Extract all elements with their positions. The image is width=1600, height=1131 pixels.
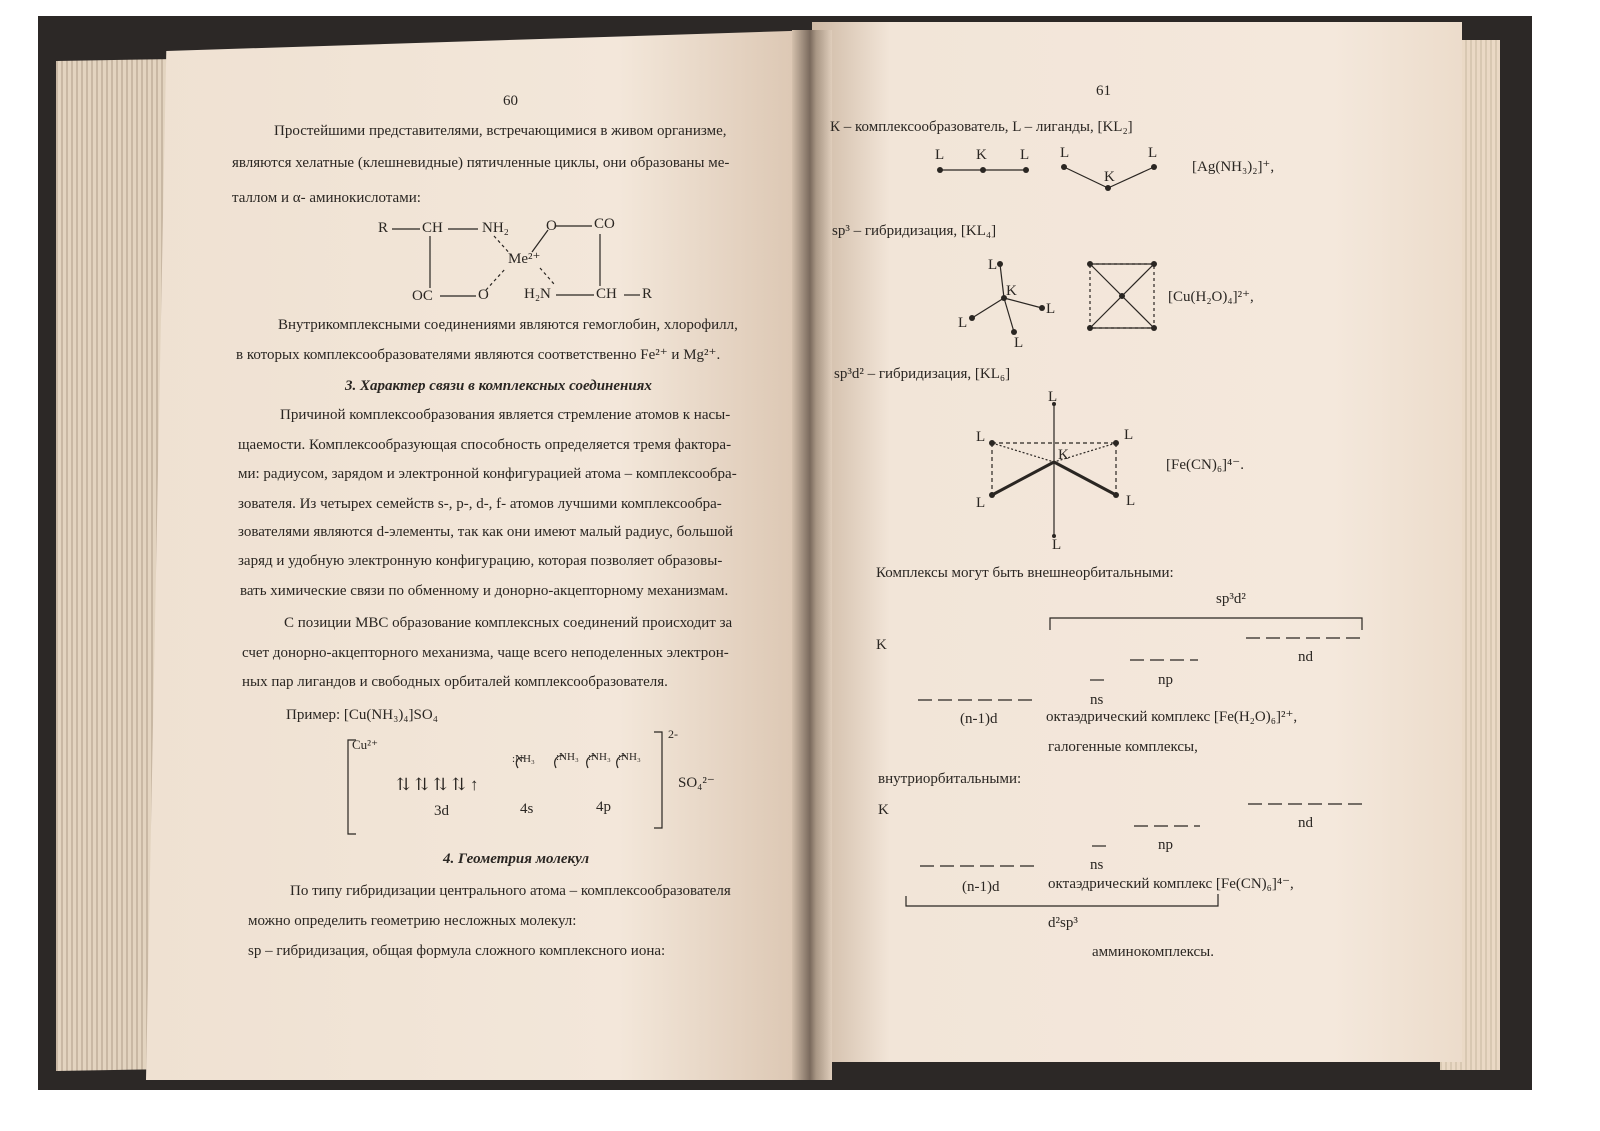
subshell-label: 4p — [596, 799, 611, 815]
tetrahedral-diagram — [972, 264, 1154, 332]
paragraph-line: Внутрикомплексными соединениями являются гемоглобин, хлорофилл, — [278, 317, 738, 333]
paragraph-line: являются хелатные (клешневидные) пятичленные циклы, они образованы ме- — [232, 155, 730, 171]
example-formula: Пример: [Cu(NH₃)₄]SO₄ — [286, 707, 438, 723]
ligand-label: :NH₃ — [556, 751, 579, 763]
ligand-label: :NH₃ — [618, 751, 641, 763]
hybridization-label: sp³d² – гибридизация, [KL₆] — [834, 366, 1011, 382]
subshell-label: 3d — [434, 803, 449, 819]
chelate-label: R — [642, 286, 653, 302]
paragraph-line: счет донорно-акцепторного механизма, чаще всего неподеленных электрон- — [242, 645, 729, 661]
outer-orbital-diagram — [918, 618, 1362, 700]
orbital-label: nd — [1298, 649, 1313, 665]
subshell-label: 4s — [520, 801, 534, 817]
ligand-label: L — [976, 495, 986, 511]
complex-formula-ag: [Ag(NH₃)₂]⁺, — [1192, 159, 1275, 175]
complex-description: амминокомплексы. — [1092, 944, 1214, 960]
k-label: K — [876, 637, 887, 653]
hyb-label: d²sp³ — [1048, 915, 1078, 931]
chelate-label: NH₂ — [482, 220, 509, 236]
ligand-label: L — [1014, 335, 1024, 351]
inner-orbital-diagram — [906, 804, 1364, 906]
diagram-dots — [937, 164, 1157, 538]
central-atom-label: K — [1104, 169, 1115, 185]
paragraph-line: заряд и удобную электронную конфигурацию, которая позволяет образовы- — [238, 553, 723, 569]
section-heading: 3. Характер связи в комплексных соединениях — [345, 378, 652, 394]
ligand-label: L — [935, 147, 945, 163]
linear-diagram — [940, 167, 1154, 188]
paragraph-line: ных пар лигандов и свободных орбиталей комплексообразователя. — [242, 674, 668, 690]
k-label: K — [878, 802, 889, 818]
chelate-label: Me²⁺ — [508, 251, 541, 267]
paragraph-line: можно определить геометрию несложных молекул: — [248, 913, 577, 929]
page-number-left: 60 — [503, 93, 518, 109]
hyb-label: sp³d² — [1216, 591, 1246, 607]
paragraph-line: внутриорбитальными: — [878, 771, 1022, 787]
chelate-label: CH — [422, 220, 443, 236]
paragraph-line: вать химические связи по обменному и донорно-акцепторному механизмам. — [240, 583, 729, 599]
section-heading: 4. Геометрия молекул — [443, 851, 590, 867]
complex-description: галогенные комплексы, — [1048, 739, 1198, 755]
electron-arrows: ⇅ ⇅ ⇅ ⇅ ↑ — [396, 775, 479, 794]
ligand-label: L — [1126, 493, 1136, 509]
orbital-label: (n-1)d — [960, 711, 998, 727]
ligand-label: L — [958, 315, 968, 331]
complex-formula-cu: [Cu(H₂O)₄]²⁺, — [1168, 289, 1254, 305]
paragraph-line: Причиной комплексообразования является стремление атомов к насы- — [280, 407, 731, 423]
chelate-label: O — [546, 218, 557, 234]
paragraph-line: зователя. Из четырех семейств s-, p-, d-, f- атомов лучшими комплексообра- — [238, 496, 722, 512]
paragraph-line: Простейшими представителями, встречающимися в живом организме, — [274, 123, 727, 139]
ligand-label: L — [1060, 145, 1070, 161]
ligand-label: L — [988, 257, 998, 273]
ligand-label: L — [976, 429, 986, 445]
paragraph-line: ми: радиусом, зарядом и электронной конфигурацией атома – комплексообра- — [238, 466, 737, 482]
orbital-label: np — [1158, 837, 1173, 853]
orbital-label: np — [1158, 672, 1173, 688]
paragraph-line: щаемости. Комплексообразующая способность определяется тремя фактора- — [238, 437, 732, 453]
ligand-label: :NH₃ — [588, 751, 611, 763]
central-atom-label: K — [1006, 283, 1017, 299]
orbital-label: ns — [1090, 857, 1104, 873]
hybridization-label: sp³ – гибридизация, [KL₄] — [832, 223, 997, 239]
paragraph-line: С позиции МВС образование комплексных соединений происходит за — [284, 615, 733, 631]
orbital-label: (n-1)d — [962, 879, 1000, 895]
paragraph-line: зователями являются d-элементы, так как они имеют малый радиус, большой — [238, 524, 734, 540]
ligand-label: :NH₃ — [512, 753, 535, 765]
paragraph-line: По типу гибридизации центрального атома – комплексообразователя — [290, 883, 731, 899]
central-atom-label: K — [976, 147, 987, 163]
complex-formula-fe: [Fe(CN)₆]⁴⁻. — [1166, 457, 1244, 473]
scheme-ion: Cu²⁺ — [352, 737, 378, 752]
ligand-label: L — [1124, 427, 1134, 443]
ligand-label: L — [1048, 389, 1058, 405]
chelate-label: OC — [412, 288, 433, 304]
scheme-charge: 2- — [668, 727, 678, 741]
central-atom-label: K — [1058, 447, 1069, 463]
octahedral-diagram — [992, 404, 1116, 536]
chelate-label: O — [478, 287, 489, 303]
ligand-label: L — [1052, 537, 1062, 553]
ligand-label: L — [1148, 145, 1158, 161]
page-number-right: 61 — [1096, 83, 1111, 99]
orbital-label: nd — [1298, 815, 1313, 831]
paragraph-line: в которых комплексообразователями являются соответственно Fe²⁺ и Mg²⁺. — [236, 347, 721, 363]
complex-description: октаэдрический комплекс [Fe(H₂O)₆]²⁺, — [1046, 709, 1298, 725]
complex-description: октаэдрический комплекс [Fe(CN)₆]⁴⁻, — [1048, 876, 1294, 892]
scheme-counter-ion: SO₄²⁻ — [678, 775, 715, 791]
ligand-label: L — [1020, 147, 1030, 163]
chelate-label: CH — [596, 286, 617, 302]
orbital-label: ns — [1090, 692, 1104, 708]
chelate-label: CO — [594, 216, 615, 232]
paragraph-line: Комплексы могут быть внешнеорбитальными: — [876, 565, 1174, 581]
chelate-label: H₂N — [524, 286, 551, 302]
chelate-label: R — [378, 220, 389, 236]
ligand-label: L — [1046, 301, 1056, 317]
paragraph-line: sp – гибридизация, общая формула сложного комплексного иона: — [248, 943, 666, 959]
paragraph-line: К – комплексообразователь, L – лиганды, [KL₂] — [830, 119, 1133, 135]
paragraph-line: таллом и α- аминокислотами: — [232, 190, 421, 206]
